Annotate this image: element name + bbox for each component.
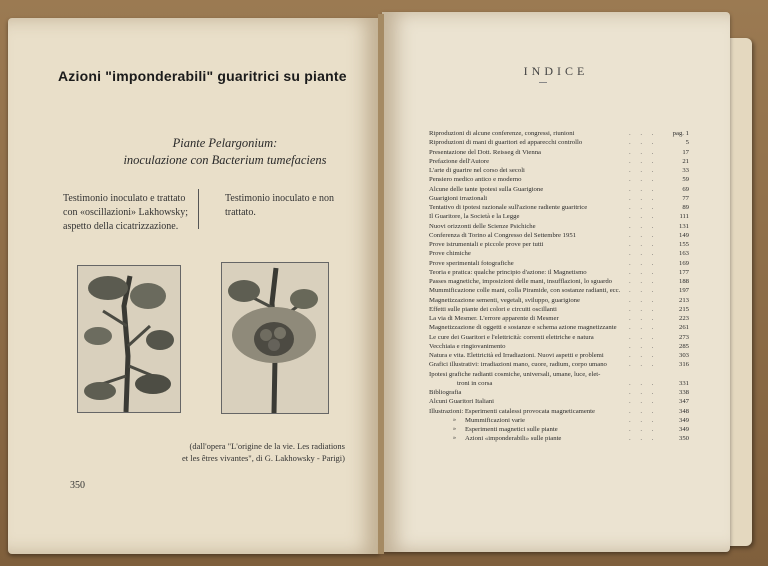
toc-leader-dots: . . . — [629, 416, 658, 424]
toc-entry — [429, 268, 689, 277]
column-divider — [198, 189, 199, 229]
toc-entry-title: Guarigioni irrazionali — [429, 194, 488, 202]
toc-entry-page: 155 — [678, 241, 689, 248]
toc-entry-title: Pensiero medico antico e moderno — [429, 176, 522, 184]
toc-entry-title: Natura e vita. Elettricità ed Irradiazioni. Nuovi aspetti e problemi — [429, 352, 604, 359]
source-line-2: et les êtres vivantes", di G. Lakhowsky - Parigi) — [181, 453, 345, 463]
toc-entry — [429, 203, 689, 212]
toc-entry-title: Le cure dei Guaritori e l'elettricità: correnti elettriche e natura — [429, 333, 594, 341]
toc-entry-title: Prove chimiche — [429, 250, 471, 258]
toc-entry-title: La via di Mesmer. L'errore apparente di Mesmer — [429, 315, 559, 322]
toc-entry-page: 347 — [678, 398, 689, 406]
toc-entry-title: Il Guaritore, la Società e la Legge — [429, 213, 520, 221]
toc-entry-page: 348 — [678, 407, 689, 415]
ditto-mark: » — [453, 426, 456, 432]
toc-leader-dots: . . . — [629, 231, 658, 239]
toc-entry — [429, 222, 689, 231]
toc-leader-dots: . . . — [629, 167, 658, 174]
toc-entry-page: 213 — [678, 296, 689, 304]
toc-entry-page: 21 — [682, 157, 689, 165]
toc-leader-dots: . . . — [629, 250, 658, 258]
toc-entry-page: 33 — [682, 167, 689, 174]
toc-entry-title: Nuovi orizzonti delle Scienze Psichiche — [429, 222, 536, 230]
toc-entry-title: Magnetizzazione sementi, vegetali, sviluppo, guarigione — [429, 296, 580, 304]
toc-entry-page: 89 — [682, 204, 689, 211]
figure-source — [175, 440, 345, 464]
toc-leader-dots: . . . — [629, 139, 658, 147]
toc-entry — [429, 249, 689, 258]
toc-leader-dots: . . . — [629, 333, 658, 341]
toc-entry — [429, 323, 689, 332]
toc-leader-dots: . . . — [629, 389, 658, 396]
toc-entry-title: Tentativo di ipotesi razionale sull'azione radiente guaritrice — [429, 204, 588, 211]
source-line-1: (dall'opera "L'origine de la vie. Les radiations — [189, 441, 345, 451]
toc-entry — [429, 259, 689, 268]
toc-entry-title: troni in corsa — [457, 379, 493, 387]
toc-entry-page: 177 — [678, 268, 689, 276]
toc-entry-page: 285 — [678, 342, 689, 350]
right-figure-description: Testimonio inoculato e non trattato. — [225, 193, 335, 218]
toc-entry — [429, 314, 689, 323]
toc-entry-title: Vecchiaia e ringiovanimento — [429, 342, 506, 350]
toc-entry-title: Alcuni Guaritori Italiani — [429, 398, 494, 406]
toc-leader-dots: . . . — [629, 361, 658, 369]
toc-entry-title: Azioni «imponderabili» sulle piante — [465, 435, 562, 443]
toc-entry — [429, 296, 689, 305]
toc-leader-dots: . . . — [629, 435, 658, 443]
toc-entry-page: 17 — [682, 148, 689, 156]
toc-entry — [429, 370, 689, 379]
toc-entry — [429, 379, 689, 388]
toc-entry-title: Ipotesi grafiche radianti cosmiche, universali, umane, luce, elet- — [429, 370, 601, 378]
toc-leader-dots: . . . — [629, 130, 658, 137]
book-gutter — [378, 14, 384, 554]
left-page-number: 350 — [70, 480, 85, 491]
toc-entry-page: 163 — [678, 250, 689, 258]
toc-leader-dots: . . . — [629, 324, 658, 332]
toc-leader-dots: . . . — [629, 342, 658, 350]
toc-leader-dots: . . . — [629, 398, 658, 406]
toc-entry — [429, 194, 689, 203]
toc-entry-page: 77 — [682, 194, 689, 202]
toc-leader-dots: . . . — [629, 315, 658, 322]
toc-entry — [429, 388, 689, 397]
toc-leader-dots: . . . — [629, 222, 658, 230]
toc-entry — [429, 351, 689, 360]
toc-entry-title: Mummificazione colle mani, colla Piramide, con sostanze radianti, ecc. — [429, 287, 621, 295]
toc-leader-dots: . . . — [629, 426, 658, 433]
toc-entry — [429, 407, 689, 416]
plant-photo-treated — [77, 265, 181, 413]
toc-entry — [429, 286, 689, 295]
toc-entry-page: 223 — [678, 315, 689, 322]
toc-entry-page: 303 — [678, 352, 689, 359]
toc-entry-page: 69 — [682, 185, 689, 193]
table-of-contents — [429, 129, 689, 444]
toc-entry — [429, 166, 689, 175]
index-title: INDICE — [523, 64, 589, 78]
toc-leader-dots: . . . — [629, 185, 658, 193]
toc-entry — [429, 397, 689, 406]
toc-entry-title: Mummificazioni varie — [465, 416, 525, 424]
toc-entry — [429, 175, 689, 184]
caption-line-1: Piante Pelargonium: — [172, 136, 278, 150]
toc-leader-dots: . . . — [629, 278, 658, 285]
toc-leader-dots: . . . — [629, 241, 658, 248]
toc-entry-title: Teoria e pratica: qualche principio d'azione: il Magnetismo — [429, 268, 587, 276]
toc-leader-dots: . . . — [629, 407, 658, 415]
toc-entry — [429, 305, 689, 314]
toc-entry-page: 149 — [678, 231, 689, 239]
plant-treated-illustration — [78, 266, 180, 412]
ditto-mark: » — [453, 416, 456, 423]
toc-entry — [429, 333, 689, 342]
toc-entry — [429, 138, 689, 147]
plant-photo-untreated — [221, 262, 329, 414]
toc-entry — [429, 157, 689, 166]
toc-entry-title: L'arte di guarire nel corso dei secoli — [429, 167, 525, 174]
toc-entry — [429, 231, 689, 240]
toc-leader-dots: . . . — [629, 176, 658, 184]
toc-leader-dots: . . . — [629, 379, 658, 387]
toc-entry-page: 331 — [678, 379, 689, 387]
toc-leader-dots: . . . — [629, 213, 658, 221]
toc-leader-dots: . . . — [629, 148, 658, 156]
toc-entry — [429, 148, 689, 157]
left-figure-description: Testimonio inoculato e trattato con «oscillazioni» Lakhowsky; aspetto della cicatrizzazione. — [63, 193, 188, 232]
toc-leader-dots: . . . — [629, 296, 658, 304]
toc-entry-title: Grafici illustrativi: irradiazioni mano, cuore, radium, corpo umano — [429, 361, 607, 369]
toc-leader-dots: . . . — [629, 204, 658, 211]
toc-entry — [429, 360, 689, 369]
toc-entry-page: 338 — [678, 389, 689, 396]
toc-entry-title: Passes magnetiche, imposizioni delle mani, insufflazioni, lo sguardo — [429, 278, 613, 285]
toc-entry-title: Prefazione dell'Autore — [429, 157, 490, 165]
plant-untreated-illustration — [222, 263, 328, 413]
toc-entry-page: 59 — [682, 176, 689, 184]
toc-leader-dots: . . . — [629, 157, 658, 165]
title-rule — [539, 82, 547, 83]
toc-entry-title: Alcune delle tante ipotesi sulla Guarigione — [429, 185, 544, 193]
toc-entry-page: 273 — [678, 333, 689, 341]
toc-entry-page: 215 — [678, 305, 689, 313]
toc-entry-page: 5 — [685, 139, 689, 147]
toc-leader-dots: . . . — [629, 287, 658, 295]
toc-entry — [429, 212, 689, 221]
toc-leader-dots: . . . — [629, 259, 658, 267]
toc-entry-page: 350 — [678, 435, 689, 443]
toc-entry — [429, 240, 689, 249]
toc-entry-page: 261 — [678, 324, 689, 332]
toc-entry — [429, 425, 689, 434]
ditto-mark: » — [453, 435, 456, 442]
toc-entry-page: 349 — [678, 416, 689, 424]
toc-entry-page: 316 — [678, 361, 689, 369]
toc-entry-page: pag. 1 — [672, 130, 689, 137]
toc-entry-title: Conferenza di Torino al Congresso del Settembre 1951 — [429, 231, 577, 239]
toc-entry-title: Bibliografia — [429, 389, 462, 396]
toc-leader-dots: . . . — [629, 194, 658, 202]
toc-leader-dots: . . . — [629, 305, 658, 313]
toc-entry-title: Presentazione del Dott. Reisseg di Vienna — [429, 148, 542, 156]
toc-entry — [429, 434, 689, 443]
toc-entry-title: Effetti sulle piante dei colori e circuiti oscillanti — [429, 305, 557, 313]
toc-entry-title: Riproduzioni di mani di guaritori ed apparecchi controllo — [429, 139, 583, 147]
figure-caption — [105, 135, 345, 169]
toc-leader-dots: . . . — [629, 268, 658, 276]
toc-entry-page: 169 — [678, 259, 689, 267]
toc-entry-title: Prove istrumentali e piccole prove per tutti — [429, 241, 544, 248]
page-heading: Azioni "imponderabili" guaritrici su piante — [58, 68, 347, 84]
toc-entry-title: Riproduzioni di alcune conferenze, congressi, riunioni — [429, 130, 575, 137]
toc-entry-page: 349 — [678, 426, 689, 433]
caption-line-2: inoculazione con Bacterium tumefaciens — [123, 153, 327, 167]
toc-entry-page: 197 — [678, 287, 689, 295]
toc-entry — [429, 129, 689, 138]
toc-entry-title: Magnetizzazione di oggetti e sostanze e schema azione magnetizzante — [429, 324, 617, 332]
toc-entry-title: Prove sperimentali fotografiche — [429, 259, 514, 267]
toc-entry-title: Esperimenti magnetici sulle piante — [465, 426, 558, 433]
toc-entry-page: 188 — [678, 278, 689, 285]
toc-entry-title: Illustrazioni: Esperimenti catalessi provocata magneticamente — [429, 407, 596, 415]
toc-entry-page: 111 — [679, 213, 689, 221]
toc-leader-dots: . . . — [629, 352, 658, 359]
toc-entry-page: 131 — [678, 222, 689, 230]
toc-entry — [429, 185, 689, 194]
toc-entry — [429, 342, 689, 351]
toc-entry — [429, 416, 689, 425]
toc-entry — [429, 277, 689, 286]
